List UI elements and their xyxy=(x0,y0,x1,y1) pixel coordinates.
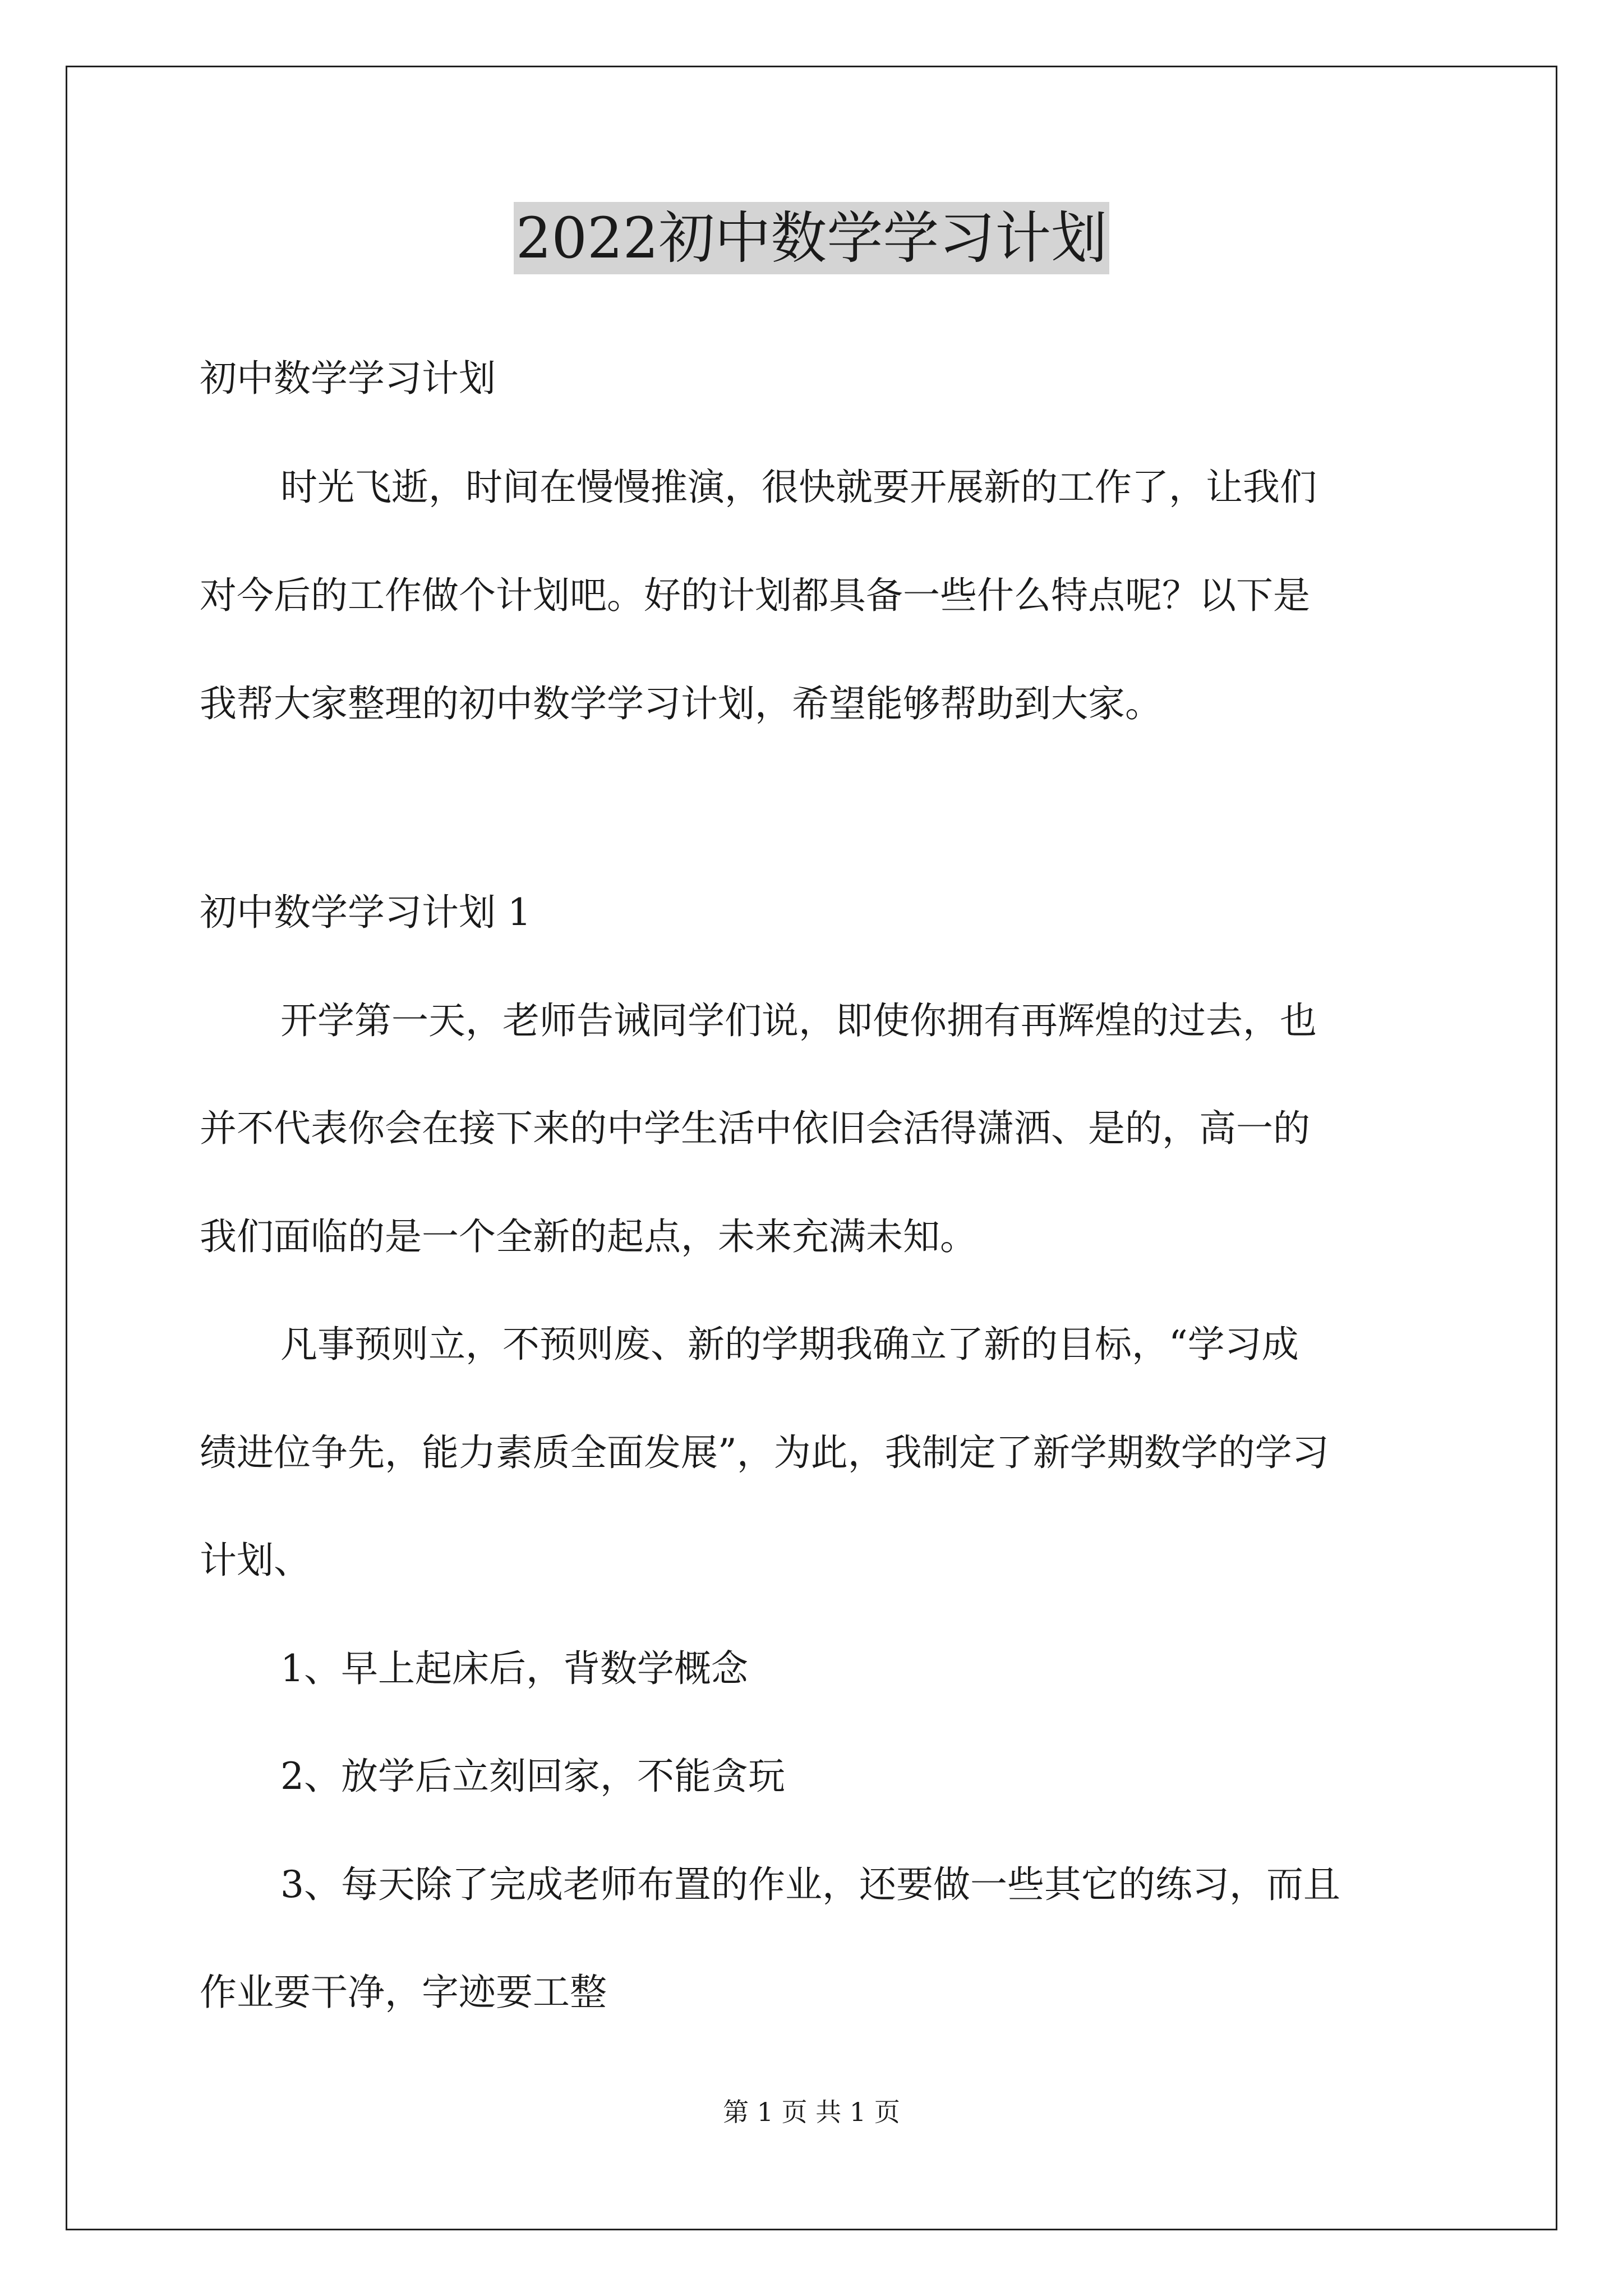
list-item: 2、放学后立刻回家，不能贪玩 xyxy=(280,1755,785,1798)
paragraph-line: 对今后的工作做个计划吧。好的计划都具备一些什么特点呢？以下是 xyxy=(200,574,1310,617)
paragraph-line: 开学第一天，老师告诫同学们说，即使你拥有再辉煌的过去，也 xyxy=(280,999,1317,1042)
paragraph-line: 并不代表你会在接下来的中学生活中依旧会活得潇洒、是的，高一的 xyxy=(200,1107,1310,1150)
paragraph-line: 绩进位争先，能力素质全面发展”，为此，我制定了新学期数学的学习 xyxy=(200,1431,1329,1474)
paragraph-line: 我们面临的是一个全新的起点，未来充满未知。 xyxy=(200,1215,977,1258)
list-item: 3、每天除了完成老师布置的作业，还要做一些其它的练习，而且 xyxy=(280,1863,1340,1906)
section-heading: 初中数学学习计划 xyxy=(200,357,496,400)
section-heading: 初中数学学习计划 1 xyxy=(200,891,531,934)
paragraph-line: 凡事预则立，不预则废、新的学期我确立了新的目标，“学习成 xyxy=(280,1323,1299,1366)
document-title-text: 2022初中数学学习计划 xyxy=(514,202,1110,274)
list-item: 1、早上起床后，背数学概念 xyxy=(280,1647,748,1690)
page-number: 第 1 页 共 1 页 xyxy=(723,2097,900,2127)
paragraph-line: 计划、 xyxy=(200,1539,311,1582)
paragraph-line: 时光飞逝，时间在慢慢推演，很快就要开展新的工作了，让我们 xyxy=(280,466,1317,509)
paragraph-line: 作业要干净，字迹要工整 xyxy=(200,1971,607,2014)
document-title xyxy=(0,202,1623,275)
paragraph-line: 我帮大家整理的初中数学学习计划，希望能够帮助到大家。 xyxy=(200,682,1162,725)
